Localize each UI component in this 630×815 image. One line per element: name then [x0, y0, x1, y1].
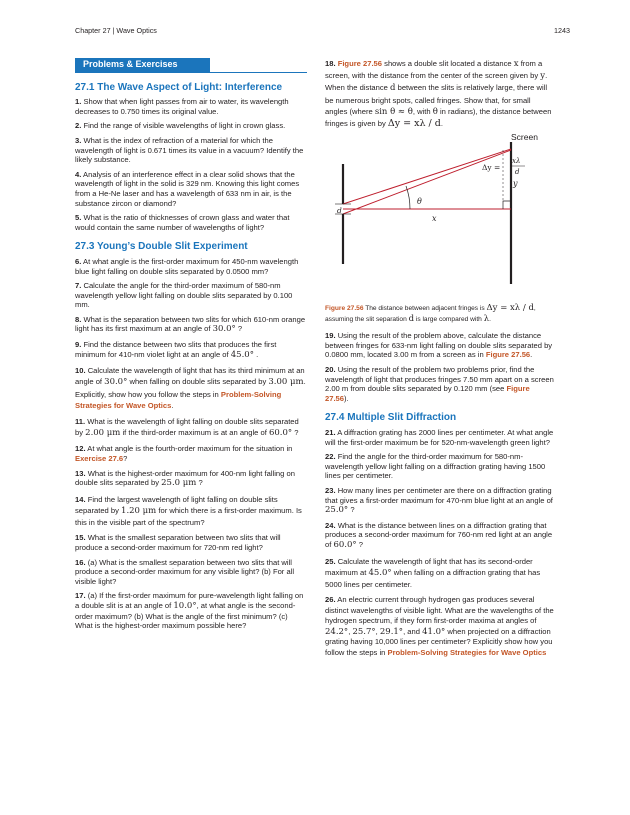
problem-18: 18. Figure 27.56 shows a double slit located a distance x from a screen, with the distance from the center of the screen given by y. When the distance d between the slits is relatively large, there will be numerous bright spots, called fringes. Show that, for small angles (where sin θ ≈ θ, with θ in radians), the distance between fringes is given by Δy = xλ / d.	[325, 59, 552, 130]
figure-27-56	[325, 134, 555, 299]
right-angle-marker	[503, 201, 511, 209]
problem-24: 24. What is the distance between lines on a diffraction grating that produces a second-order maximum for 760-nm red light at an angle of 60.0° ?	[325, 520, 553, 550]
link-figure-27-56-c[interactable]: Figure 27.56	[325, 384, 530, 403]
dy-denominator: d	[515, 168, 520, 177]
problem-1: 1. Show that when light passes from air to water, its wavelength decreases to 0.750 times its original value.	[75, 97, 289, 116]
problem-13: 13. What is the highest-order maximum for 400-nm light falling on double slits separated by 25.0 μm ?	[75, 468, 295, 489]
ray-bottom	[343, 150, 511, 214]
problem-5: 5. What is the ratio of thicknesses of crown glass and water that would contain the same number of wavelengths of light?	[75, 213, 290, 232]
right-column	[325, 58, 555, 664]
dy-label: Δy =	[482, 163, 501, 173]
figure-caption: Figure 27.56 The distance between adjacent fringes is Δy = xλ / d, assuming the slit separation d is large compared with λ.	[325, 303, 536, 325]
y-label: y	[513, 179, 518, 189]
left-column	[75, 58, 307, 636]
section-27-3-heading: 27.3 Young’s Double Slit Experiment	[75, 241, 248, 253]
dy-numerator: xλ	[512, 157, 521, 166]
problem-12: 12. At what angle is the fourth-order maximum for the situation in Exercise 27.6?	[75, 444, 293, 464]
section-27-4-heading: 27.4 Multiple Slit Diffraction	[325, 412, 457, 424]
problem-8: 8. What is the separation between two slits for which 610-nm orange light has its first maximum at an angle of 30.0° ?	[75, 314, 306, 335]
section-27-1-heading: 27.1 The Wave Aspect of Light: Interference	[75, 81, 283, 93]
problem-14: 14. Find the largest wavelength of light falling on double slits separated by 1.20 μm for which there is a first-order maximum. Is this in the visible part of the spectrum?	[75, 494, 302, 528]
problems-banner: Problems & Exercises	[75, 58, 210, 72]
banner-rule	[75, 72, 307, 73]
screen-label: Screen	[511, 134, 538, 143]
problem-17: 17. (a) If the first-order maximum for pure-wavelength light falling on a double slit is at an angle of 10.0°, at what angle is the second-order maximum? (b) What is the angle of the first minimum? (c) What is the highest-order maximum possible here?	[75, 591, 304, 631]
problem-26: 26. An electric current through hydrogen gas produces several distinct wavelengths of visible light. What are the wavelengths of the hydrogen spectrum, if they form first-order maxima at angles of 24.2°, 25.7°, 29.1°, and 41.0° when projected on a diffraction grating having 10,000 lines per centimeter? Explicitly show how you follow the steps in Problem-Solving Strategies for Wave Optics	[325, 595, 554, 658]
link-figure-27-56[interactable]: Figure 27.56	[337, 59, 383, 68]
link-exercise-27-6[interactable]: Exercise 27.6	[75, 454, 124, 464]
theta-label: θ	[417, 197, 422, 207]
problem-16: 16. (a) What is the smallest separation between two slits that will produce a second-order maximum for any visible light? (b) For all visible light?	[75, 557, 295, 586]
problem-25: 25. Calculate the wavelength of light that has its second-order maximum at 45.0° when falling on a diffraction grating that has 5000 lines per centimeter.	[325, 556, 541, 589]
ray-top	[343, 149, 511, 207]
link-problem-solving-strategies-b[interactable]: Problem-Solving Strategies for Wave Optics	[387, 648, 547, 658]
problem-20: 20. Using the result of the problem two problems prior, find the wavelength of light that produces fringes 7.50 mm apart on a screen 2.00 m from double slits separated by 0.120 mm (see Figure 27.56).	[325, 365, 554, 403]
problem-10: 10. Calculate the wavelength of light that has its third minimum at an angle of 30.0° when falling on double slits separated by 3.00 μm. Explicitly, show how you follow the steps in Problem-Solving Strategies for Wave Optics.	[75, 366, 306, 410]
link-figure-27-56-b[interactable]: Figure 27.56	[485, 350, 531, 360]
chapter-header: Chapter 27 | Wave Optics	[75, 26, 157, 35]
problem-21: 21. A diffraction grating has 2000 lines per centimeter. At what angle will the first-order maximum be for 520-nm-wavelength green light?	[325, 427, 554, 447]
d-label: d	[337, 206, 342, 216]
link-problem-solving-strategies[interactable]: Problem-Solving Strategies for Wave Optics	[75, 389, 282, 410]
problem-15: 15. What is the smallest separation between two slits that will produce a second-order maximum for 720-nm red light?	[75, 533, 281, 553]
x-label: x	[432, 214, 437, 224]
problem-11: 11. What is the wavelength of light falling on double slits separated by 2.00 μm if the third-order maximum is at an angle of 60.0° ?	[75, 417, 299, 439]
problem-23: 23. How many lines per centimeter are there on a diffraction grating that gives a first-order maximum for 470-nm blue light at an angle of 25.0° ?	[325, 485, 553, 516]
problem-2: 2. Find the range of visible wavelengths of light in crown glass.	[75, 121, 286, 131]
problem-7: 7. Calculate the angle for the third-order maximum of 580-nm wavelength yellow light falling on double slits separated by 0.100 mm.	[75, 281, 293, 310]
double-slit-diagram	[325, 134, 555, 299]
page-number: 1243	[554, 26, 570, 35]
problem-22: 22. Find the angle for the third-order maximum for 580-nm-wavelength yellow light falling on a diffraction grating having 1500 lines per centimeter.	[325, 452, 546, 481]
problem-9: 9. Find the distance between two slits that produces the first minimum for 410-nm violet light at an angle of 45.0° .	[75, 340, 277, 360]
problem-6: 6. At what angle is the first-order maximum for 450-nm wavelength blue light falling on double slits separated by 0.0500 mm?	[75, 256, 299, 276]
problem-19: 19. Using the result of the problem above, calculate the distance between fringes for 633-nm light falling on double slits separated by 0.0800 mm, located 3.00 m from a screen as in Figure 27.56.	[325, 331, 553, 360]
problem-3: 3. What is the index of refraction of a material for which the wavelength of light is 0.671 times its value in a vacuum? Identify the likely substance.	[75, 135, 304, 165]
problem-4: 4. Analysis of an interference effect in a clear solid shows that the wavelength of light in the solid is 329 nm. Knowing this light comes from a He-Ne laser and has a wavelength of 633 nm in air, is the substance zircon or diamond?	[75, 169, 300, 208]
